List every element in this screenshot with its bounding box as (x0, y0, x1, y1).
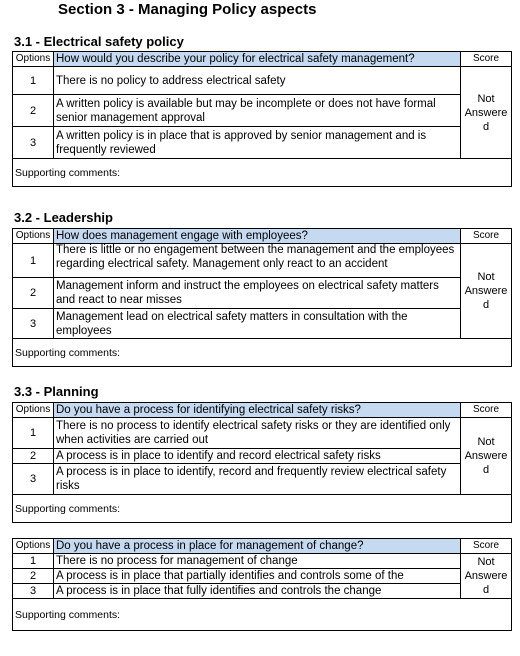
section-heading-3-1: 3.1 - Electrical safety policy (14, 34, 184, 49)
score-cell[interactable] (461, 244, 512, 339)
option-row[interactable] (13, 554, 512, 569)
score-value-line: d (482, 120, 490, 133)
score-header: Score (461, 52, 512, 67)
supporting-comments-label: Supporting comments: (15, 502, 121, 515)
score-value-line: Answere (464, 285, 508, 297)
option-number: 2 (13, 278, 54, 309)
option-text: A process is in place to identify and record electrical safety risks (54, 449, 461, 464)
question-text: How does management engage with employees? (54, 229, 461, 244)
option-number: 3 (13, 127, 54, 159)
option-row[interactable] (13, 309, 512, 339)
score-cell[interactable] (461, 418, 512, 495)
option-text: Management lead on electrical safety matters in consultation with the employees (54, 309, 461, 339)
score-value-line: d (482, 584, 490, 596)
score-header: Score (461, 539, 512, 554)
question-table-3-2 (12, 228, 512, 367)
score-value-line: Not (477, 92, 495, 105)
option-number: 3 (13, 584, 54, 599)
option-text: Management inform and instruct the employees on electrical safety matters and react to near misses (54, 278, 461, 309)
option-row[interactable] (13, 95, 512, 127)
section-heading-3-3: 3.3 - Planning (14, 384, 99, 399)
option-number: 3 (13, 309, 54, 339)
option-number: 2 (13, 569, 54, 584)
score-header: Score (461, 403, 512, 418)
option-text: There is no process to identify electrical safety risks or they are identified only when activities are carried out (54, 418, 461, 449)
option-text: A process is in place to identify, record and frequently review electrical safety risks (54, 464, 461, 495)
option-row[interactable] (13, 244, 512, 278)
supporting-comments-field[interactable] (13, 599, 512, 631)
option-row[interactable] (13, 449, 512, 464)
option-number: 2 (13, 449, 54, 464)
option-row[interactable] (13, 584, 512, 599)
score-value-line: Answere (464, 106, 508, 119)
score-cell[interactable] (461, 67, 512, 159)
score-value-line: d (482, 464, 490, 476)
option-text: A written policy is in place that is approved by senior management and is frequently reviewed (54, 127, 461, 159)
option-number: 1 (13, 554, 54, 569)
supporting-comments-label: Supporting comments: (15, 166, 121, 179)
question-table-3-3 (12, 402, 512, 523)
section-heading-3-2: 3.2 - Leadership (14, 210, 113, 225)
option-number: 1 (13, 67, 54, 95)
option-text: There is little or no engagement between the management and the employees regarding electrical safety. Management only react to an accident (56, 244, 455, 270)
score-cell[interactable] (461, 554, 512, 599)
score-value-line: Not (477, 556, 495, 568)
question-text: Do you have a process in place for management of change? (54, 539, 461, 554)
question-text: How would you describe your policy for electrical safety management? (54, 52, 461, 67)
supporting-comments-field[interactable] (13, 495, 512, 523)
option-text: There is no policy to address electrical safety (54, 67, 461, 95)
option-row[interactable] (13, 464, 512, 495)
option-number: 1 (13, 418, 54, 449)
option-row[interactable] (13, 418, 512, 449)
option-text: A written policy is available but may be incomplete or does not have formal senior management approval (54, 95, 461, 127)
score-value-line: d (482, 299, 490, 311)
option-text: A process is in place that fully identifies and controls the change (54, 584, 461, 599)
score-value-line: Not (477, 271, 495, 283)
supporting-comments-label: Supporting comments: (15, 608, 121, 621)
options-header: Options (13, 229, 54, 244)
question-table-3-1 (12, 51, 512, 187)
option-number: 1 (13, 244, 54, 278)
question-table-management-of-change (12, 538, 512, 631)
score-value-line: Not (477, 436, 495, 448)
supporting-comments-field[interactable] (13, 159, 512, 187)
supporting-comments-label: Supporting comments: (15, 346, 121, 359)
page-title: Section 3 - Managing Policy aspects (58, 1, 317, 18)
option-row[interactable] (13, 67, 512, 95)
options-header: Options (13, 403, 54, 418)
option-number: 3 (13, 464, 54, 495)
option-row[interactable] (13, 278, 512, 309)
option-text: There is no process for management of change (54, 554, 461, 569)
score-value-line: Answere (464, 450, 508, 462)
score-value-line: Answere (464, 570, 508, 582)
option-row[interactable] (13, 127, 512, 159)
question-text: Do you have a process for identifying electrical safety risks? (54, 403, 461, 418)
option-number: 2 (13, 95, 54, 127)
option-row[interactable] (13, 569, 512, 584)
supporting-comments-field[interactable] (13, 339, 512, 367)
option-text: A process is in place that partially identifies and controls some of the (54, 569, 461, 584)
options-header: Options (13, 539, 54, 554)
score-header: Score (461, 229, 512, 244)
options-header: Options (13, 52, 54, 67)
